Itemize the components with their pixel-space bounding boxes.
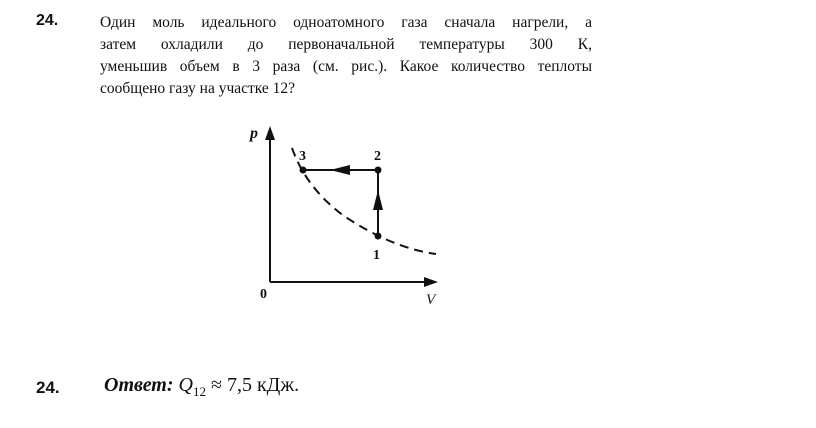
isotherm-curve [292,148,436,254]
problem-number: 24. [36,12,59,29]
origin-label: 0 [260,287,267,302]
pv-diagram [240,118,460,318]
axis-y-label: p [250,125,258,142]
problem-line: затем охладили до первоначальной температуры 300 К, [100,36,592,53]
problem-line: Один моль идеального одноатомного газа сначала нагрели, а [100,14,592,31]
answer-subscript: 12 [192,384,206,399]
point-label-3: 3 [299,149,306,164]
process-2-3-arrow [330,165,350,175]
problem-line: уменьшив объем в 3 раза (см. рис.). Какое количество теплоты [100,58,592,75]
axis-x-label: V [426,292,436,308]
state-point-3 [300,167,307,174]
answer-label: Ответ: [104,374,174,396]
problem-line: сообщено газу на участке 12? [100,80,296,97]
point-label-1: 1 [373,248,380,263]
answer-line [104,374,299,400]
y-axis-arrow [265,126,275,140]
answer-value: ≈ 7,5 кДж. [205,374,300,396]
process-1-2-arrow [373,190,383,210]
point-label-2: 2 [374,149,381,164]
state-point-2 [375,167,382,174]
answer-symbol: $Q_{12}$ [178,374,206,399]
problem-statement [100,12,592,100]
answer-number: 24. [36,378,60,397]
state-point-1 [375,233,382,240]
x-axis-arrow [424,277,438,287]
